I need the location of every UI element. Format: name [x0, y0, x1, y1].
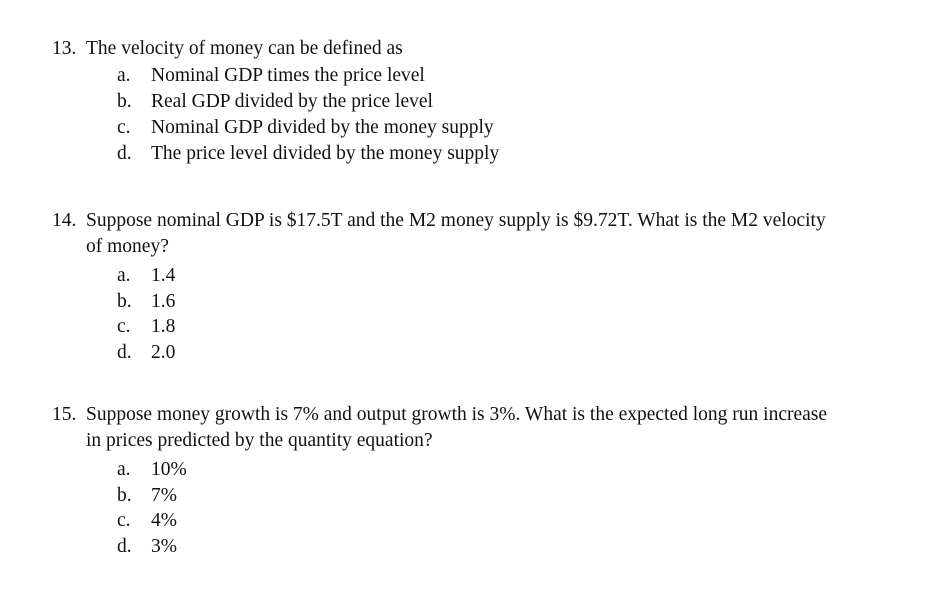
question-14: [52, 208, 912, 365]
question-stem: [52, 402, 912, 454]
question-15: [52, 402, 912, 559]
option-letter: d.: [117, 535, 132, 557]
option-letter: c.: [117, 510, 131, 531]
option-letter: b.: [117, 91, 132, 112]
question-text: The velocity of money can be defined as: [86, 38, 403, 59]
option-letter: c.: [117, 316, 131, 337]
answer-option-b: [117, 483, 912, 509]
option-letter: a.: [117, 459, 131, 480]
option-text: 7%: [151, 484, 177, 506]
answer-option-c: [117, 115, 912, 141]
answer-options: [117, 457, 912, 559]
option-text: 3%: [151, 535, 177, 557]
question-stem: [52, 36, 912, 62]
answer-option-d: [117, 534, 912, 560]
question-13: [52, 36, 912, 167]
option-text: 1.4: [151, 265, 176, 286]
option-letter: d.: [117, 341, 132, 363]
option-text: Real GDP divided by the price level: [151, 91, 433, 112]
option-text: Nominal GDP divided by the money supply: [151, 117, 494, 138]
answer-option-d: [117, 141, 912, 167]
answer-option-b: [117, 89, 912, 115]
answer-option-c: [117, 508, 912, 534]
question-number: 14.: [52, 210, 77, 231]
answer-option-a: [117, 263, 912, 289]
answer-option-b: [117, 289, 912, 315]
option-letter: a.: [117, 265, 131, 286]
answer-option-c: [117, 314, 912, 340]
option-letter: c.: [117, 117, 131, 138]
option-text: 2.0: [151, 341, 176, 363]
option-letter: d.: [117, 143, 132, 164]
question-stem: [52, 208, 912, 260]
option-text: 10%: [151, 459, 187, 480]
option-text: The price level divided by the money supply: [151, 143, 500, 164]
answer-option-d: [117, 340, 912, 366]
answer-option-a: [117, 457, 912, 483]
option-text: 4%: [151, 510, 177, 531]
question-text: Suppose nominal GDP is $17.5T and the M2 money supply is $9.72T. What is the M2 velocity of money?: [86, 210, 826, 257]
option-text: Nominal GDP times the price level: [151, 65, 425, 86]
answer-options: [117, 63, 912, 167]
option-text: 1.8: [151, 316, 176, 337]
option-text: 1.6: [151, 290, 176, 312]
answer-option-a: [117, 63, 912, 89]
question-number: 13.: [52, 38, 77, 59]
option-letter: a.: [117, 65, 131, 86]
option-letter: b.: [117, 290, 132, 312]
question-number: 15.: [52, 404, 77, 425]
question-text: Suppose money growth is 7% and output growth is 3%. What is the expected long run increase in prices predicted by the quantity equation?: [86, 404, 828, 451]
answer-options: [117, 263, 912, 365]
option-letter: b.: [117, 484, 132, 506]
